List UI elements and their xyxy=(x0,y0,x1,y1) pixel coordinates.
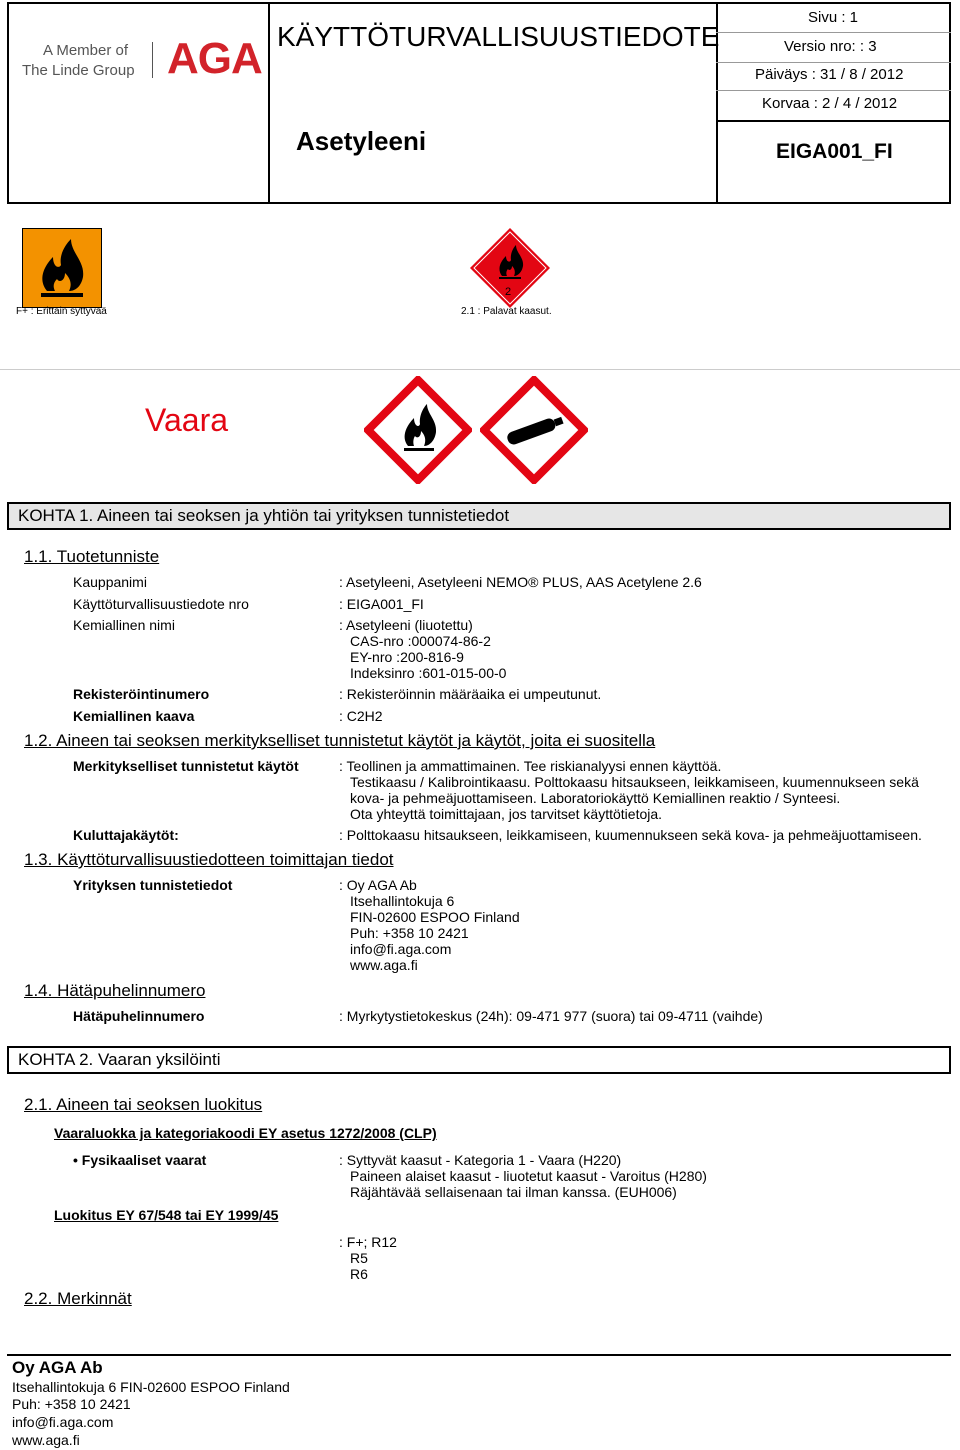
uses-line: Testikaasu / Kalibrointikaasu. Polttokaasu hitsaukseen, leikkamiseen, kuumennukseen sekä xyxy=(350,774,919,790)
classification-line: R6 xyxy=(350,1266,368,1282)
orange-flame-symbol xyxy=(22,228,102,308)
hazard-line: Räjähtävää sellaisenaan tai ilman kanssa. (EUH006) xyxy=(350,1184,677,1200)
label-trade-name: Kauppanimi xyxy=(73,574,147,590)
hazard-line: Paineen alaiset kaasut - liuotetut kaasut - Varoitus (H280) xyxy=(350,1168,707,1184)
label-chemical-formula: Kemiallinen kaava xyxy=(73,708,195,724)
replaces-date: Korvaa : 2 / 4 / 2012 xyxy=(762,95,898,112)
uses-line: Ota yhteyttä toimittajaan, jos tarvitset käyttötietoja. xyxy=(350,806,663,822)
classification-line: R5 xyxy=(350,1250,368,1266)
label-chemical-name: Kemiallinen nimi xyxy=(73,617,175,633)
company-line: Itsehallintokuja 6 xyxy=(350,893,455,909)
label-registration-number: Rekisteröintinumero xyxy=(73,686,210,702)
subsection-1-3-title: 1.3. Käyttöturvallisuustiedotteen toimittajan tiedot xyxy=(24,850,394,869)
subsection-2-1 xyxy=(24,1095,262,1115)
footer-phone: Puh: +358 10 2421 xyxy=(12,1396,131,1412)
member-text-2: The Linde Group xyxy=(22,62,135,79)
subsection-2-1-title: 2.1. Aineen tai seoksen luokitus xyxy=(24,1095,263,1114)
value-ec-number: EY-nro :200-816-9 xyxy=(350,649,464,665)
label-consumer-uses: Kuluttajakäytöt: xyxy=(73,827,179,843)
aga-logo: AGA xyxy=(167,34,262,83)
clp-heading: Vaaraluokka ja kategoriakoodi EY asetus 1272/2008 (CLP) xyxy=(54,1125,437,1141)
value-emergency-number: : Myrkytystietokeskus (24h): 09-471 977 (suora) tai 09-4711 (vaihde) xyxy=(339,1008,763,1024)
diamond-class-number: 2 xyxy=(505,286,512,298)
subsection-1-3 xyxy=(24,850,394,870)
value-chemical-formula: : C2H2 xyxy=(339,708,383,724)
footer-company: Oy AGA Ab xyxy=(12,1358,103,1377)
subsection-1-4 xyxy=(24,981,205,1001)
value-sds-number: : EIGA001_FI xyxy=(339,596,424,612)
version-number: Versio nro: : 3 xyxy=(784,38,877,55)
label-company-identification: Yrityksen tunnistetiedot xyxy=(73,877,233,893)
flame-icon xyxy=(364,376,472,484)
flame-icon xyxy=(23,229,101,307)
value-registration-number: : Rekisteröinnin määräaika ei umpeutunut. xyxy=(339,686,602,702)
company-line: : Oy AGA Ab xyxy=(339,877,417,893)
subsection-1-4-title: 1.4. Hätäpuhelinnumero xyxy=(24,981,206,1000)
gas-cylinder-icon xyxy=(480,376,588,484)
product-name: Asetyleeni xyxy=(296,126,427,156)
label-identified-uses: Merkitykselliset tunnistetut käytöt xyxy=(73,758,299,774)
section-1-header: KOHTA 1. Aineen tai seoksen ja yhtiön tai yrityksen tunnistetiedot xyxy=(7,502,951,530)
subsection-2-2-title: 2.2. Merkinnät xyxy=(24,1289,132,1308)
value-identified-uses xyxy=(339,758,919,822)
old-symbol-caption-right: 2.1 : Palavat kaasut. xyxy=(461,306,552,317)
label-emergency-number: Hätäpuhelinnumero xyxy=(73,1008,205,1024)
member-text-1: A Member of xyxy=(43,42,129,59)
value-index-number: Indeksinro :601-015-00-0 xyxy=(350,665,507,681)
divider xyxy=(0,369,960,370)
value-cas-number: CAS-nro :000074-86-2 xyxy=(350,633,491,649)
footer-website[interactable]: www.aga.fi xyxy=(12,1432,80,1448)
document-header xyxy=(7,2,951,204)
company-website[interactable]: www.aga.fi xyxy=(350,957,418,973)
section-2-header: KOHTA 2. Vaaran yksilöinti xyxy=(7,1046,951,1074)
issue-date: Päiväys : 31 / 8 / 2012 xyxy=(755,66,904,83)
hazard-line: : Syttyvät kaasut - Kategoria 1 - Vaara (H220) xyxy=(339,1152,622,1168)
subsection-1-2 xyxy=(24,731,655,751)
label-sds-number: Käyttöturvallisuustiedote nro xyxy=(73,596,249,612)
document-title: KÄYTTÖTURVALLISUUSTIEDOTE xyxy=(277,21,720,52)
ghs-gas-cylinder-pictogram xyxy=(480,376,588,484)
ghs-flame-pictogram xyxy=(364,376,472,484)
old-symbol-caption-left: F+ : Erittäin syttyvää xyxy=(16,306,107,317)
company-line: Puh: +358 10 2421 xyxy=(350,925,469,941)
company-line: FIN-02600 ESPOO Finland xyxy=(350,909,520,925)
subsection-1-1-title: 1.1. Tuotetunniste xyxy=(24,547,160,566)
footer-divider xyxy=(7,1354,951,1356)
label-physical-hazards: • Fysikaaliset vaarat xyxy=(73,1152,207,1168)
document-id: EIGA001_FI xyxy=(776,140,893,163)
footer-email[interactable]: info@fi.aga.com xyxy=(12,1414,114,1430)
uses-line: kova- ja pehmeäjuottamiseen. Laboratoriokäyttö Kemiallinen reaktio / Synteesi. xyxy=(350,790,841,806)
classification-line: : F+; R12 xyxy=(339,1234,397,1250)
value-physical-hazards xyxy=(339,1152,707,1200)
value-consumer-uses: : Polttokaasu hitsaukseen, leikkamiseen, kuumennukseen sekä kova- ja pehmeäjuottamiseen. xyxy=(339,827,922,843)
signal-word: Vaara xyxy=(145,402,229,438)
subsection-1-2-title: 1.2. Aineen tai seoksen merkitykselliset tunnistetut käytöt ja käytöt, joita ei suositella xyxy=(24,731,656,750)
company-email[interactable]: info@fi.aga.com xyxy=(350,941,452,957)
value-old-classification xyxy=(339,1234,397,1282)
value-trade-name: : Asetyleeni, Asetyleeni NEMO® PLUS, AAS Acetylene 2.6 xyxy=(339,574,702,590)
old-classification-heading: Luokitus EY 67/548 tai EY 1999/45 xyxy=(54,1207,279,1223)
value-company-identification xyxy=(339,877,520,973)
subsection-2-2 xyxy=(24,1289,132,1309)
uses-line: : Teollinen ja ammattimainen. Tee riskianalyysi ennen käyttöä. xyxy=(339,758,722,774)
value-chemical-name: : Asetyleeni (liuotettu) xyxy=(339,617,473,633)
footer-address: Itsehallintokuja 6 FIN-02600 ESPOO Finland xyxy=(12,1379,290,1395)
page-number: Sivu : 1 xyxy=(808,9,859,26)
subsection-1-1 xyxy=(24,547,159,567)
